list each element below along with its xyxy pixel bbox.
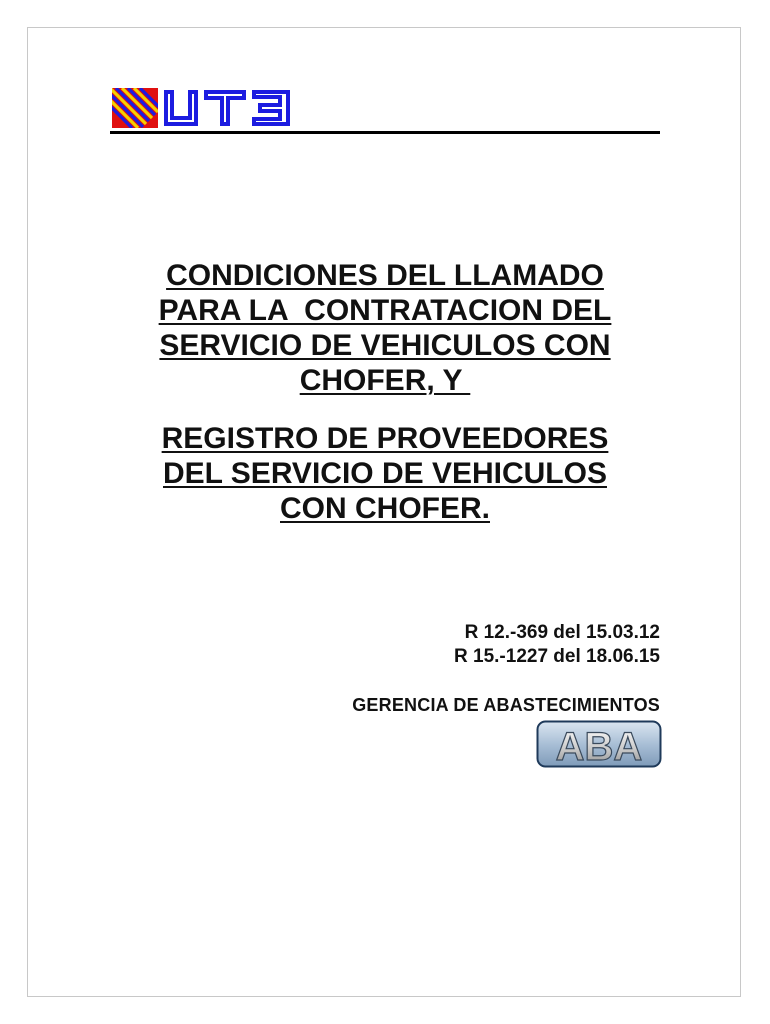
document-title bbox=[100, 258, 670, 398]
department-name: GERENCIA DE ABASTECIMIENTOS bbox=[352, 695, 660, 715]
resolution-ref: R 15.-1227 del 18.06.15 bbox=[454, 646, 660, 667]
title-line: PARA LA CONTRATACION DEL bbox=[158, 294, 612, 327]
title-line: SERVICIO DE VEHICULOS CON bbox=[159, 329, 611, 362]
title-line: CONDICIONES DEL LLAMADO bbox=[166, 259, 604, 292]
resolution-references bbox=[454, 621, 660, 669]
resolution-ref: R 12.-369 del 15.03.12 bbox=[464, 622, 660, 643]
ute-logo bbox=[112, 86, 294, 130]
document-subtitle bbox=[100, 421, 670, 526]
ute-letter-u bbox=[164, 90, 198, 126]
subtitle-line: DEL SERVICIO DE VEHICULOS bbox=[163, 457, 607, 490]
aba-logo bbox=[536, 720, 662, 768]
title-line: CHOFER, Y bbox=[299, 364, 471, 397]
subtitle-line: CON CHOFER. bbox=[280, 492, 490, 525]
ute-letter-t bbox=[204, 90, 246, 126]
subtitle-line: REGISTRO DE PROVEEDORES bbox=[161, 422, 609, 455]
header-divider bbox=[110, 131, 660, 134]
aba-logo-text: ABA bbox=[555, 725, 643, 768]
ute-letter-e bbox=[252, 90, 290, 126]
